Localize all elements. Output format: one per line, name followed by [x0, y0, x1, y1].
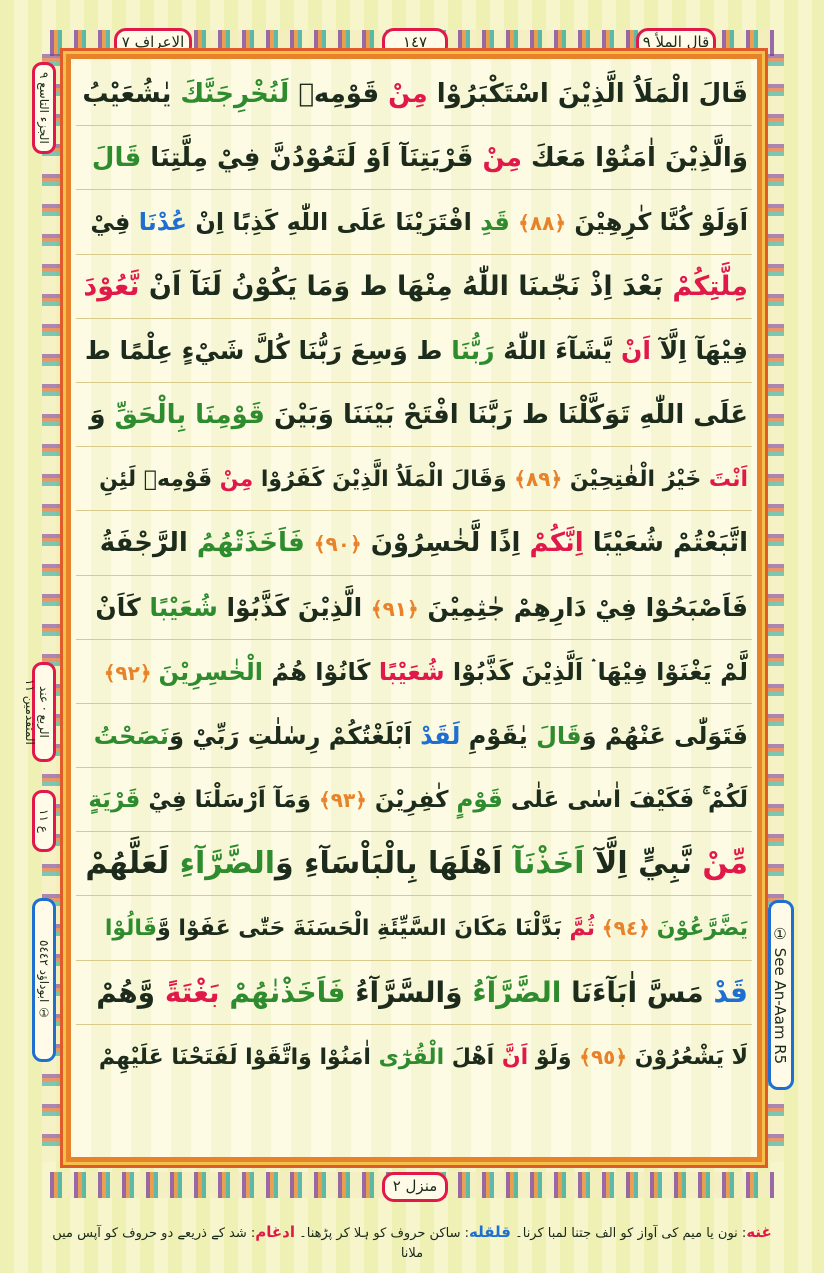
verse-segment: عَلَى اللّٰهِ تَوَكَّلْنَا ط رَبَّنَا افْتَحْ بَيْنَنَا وَبَيْنَ — [264, 399, 748, 430]
ayah-number-marker: ﴿٩٢﴾ — [103, 660, 159, 685]
ghunna-label: غنه — [746, 1223, 772, 1241]
verse-segment: الْخٰسِرِيْنَ — [158, 657, 264, 686]
verse-segment: قَرْيَتِنَآ اَوْ لَتَعُوْدُنَّ فِيْ مِلَّتِنَا — [141, 143, 483, 174]
verse-segment: كَاَنْ — [95, 592, 150, 622]
verse-segment: شُعَيْبًا — [378, 657, 445, 686]
page-number: ١٤٧ — [382, 28, 448, 58]
verse-segment: فَاَصْبَحُوْا فِيْ دَارِهِمْ جٰثِمِيْنَ — [418, 592, 748, 622]
verse-segment: قَالُوْا — [104, 916, 158, 942]
verse-segment: قَوْمِنَا — [195, 399, 265, 430]
text-line-content — [88, 768, 748, 832]
text-line — [76, 640, 752, 704]
verse-segment: الْقُرٰٓى — [378, 1044, 445, 1070]
text-line — [76, 190, 752, 254]
verse-segment: وَالَّذِيْنَ اٰمَنُوْا مَعَكَ — [522, 143, 748, 174]
verse-segment: قَالَ الْمَلَاُ الَّذِيْنَ اسْتَكْبَرُوْا — [427, 79, 748, 109]
verse-segment: مِلَّتِكُمْ — [672, 270, 748, 302]
verse-segment: اَنْتَ — [708, 467, 748, 493]
verse-segment: قَدِ — [480, 208, 519, 237]
verse-segment: فَتَوَلّٰى عَنْهُمْ وَ — [581, 721, 748, 750]
verse-segment: مِنْ — [388, 79, 428, 109]
verse-segment: قَوْمِهٖ لَئِنِ — [99, 467, 220, 493]
verse-segment: فِيْهَآ اِلَّآ — [650, 335, 748, 365]
juz-name-label: قال الملأ ٩ — [636, 28, 716, 58]
text-line-content — [104, 640, 748, 705]
text-line-content — [100, 511, 748, 576]
text-line — [76, 255, 752, 319]
verse-segment: فَاَخَذَتْهُمُ — [196, 528, 314, 559]
text-line — [76, 319, 752, 383]
verse-segment: لَعَلَّهُمْ — [85, 846, 180, 882]
verse-segment: الضَّرَّآءُ — [472, 975, 562, 1009]
text-line — [76, 832, 752, 896]
verse-segment: يٰقَوْمِ — [460, 721, 537, 750]
text-line — [76, 126, 752, 190]
verse-segment: الرَّجْفَةُ — [99, 528, 197, 559]
text-line — [76, 768, 752, 832]
verse-segment: اِنَّكُمْ — [529, 528, 584, 559]
verse-segment: يَّشَآءَ اللّٰهُ — [494, 335, 622, 365]
juz-margin-note: الجزء التاسع ٩ — [32, 62, 56, 154]
verse-segment: مِّنْ — [702, 846, 748, 882]
verse-segment: لَا يَشْعُرُوْنَ — [627, 1044, 748, 1070]
verse-segment: خَيْرُ الْفٰتِحِيْنَ — [562, 467, 709, 493]
verse-segment: وَّهُمْ — [96, 975, 165, 1009]
verse-segment: اَنَّ — [501, 1044, 529, 1070]
verse-segment: اَنْ — [621, 335, 651, 365]
text-line-content — [99, 1025, 748, 1090]
text-line — [76, 383, 752, 447]
quran-text-lines — [76, 62, 752, 1089]
text-line — [76, 447, 752, 511]
text-line-content — [82, 62, 748, 126]
ayah-number-marker: ﴿٩١﴾ — [370, 596, 419, 621]
verse-segment: وَ — [89, 399, 115, 430]
verse-segment: نَّعُوْدَ — [83, 270, 140, 302]
verse-segment: اِذًا لَّخٰسِرُوْنَ — [361, 528, 530, 559]
verse-segment: فِيْ — [90, 208, 139, 237]
verse-segment: وَمَآ اَرْسَلْنَا فِيْ — [140, 787, 320, 814]
text-line-content — [95, 576, 748, 641]
text-line-content — [105, 896, 748, 961]
qalqala-text: : ساکن حروف کو ہلا کر پڑھنا۔ — [299, 1226, 469, 1241]
verse-segment: لَنُخْرِجَنَّكَ — [180, 79, 290, 109]
verse-segment: مِنْ — [219, 467, 254, 493]
rub-margin-note: الربع · عند المتقدمين ١١ — [32, 662, 56, 762]
verse-segment: شُعَيْبًا — [149, 592, 218, 622]
ayah-number-marker: ﴿٩٠﴾ — [313, 532, 362, 557]
text-line-content — [94, 704, 748, 768]
text-line-content — [85, 319, 748, 383]
verse-segment: لَّمْ يَغْنَوْا فِيْهَا ۛ اَلَّذِيْنَ كَذَّبُوْا — [444, 657, 748, 686]
verse-segment: ثُمَّ — [569, 916, 595, 942]
verse-segment: اٰمَنُوْا وَاتَّقَوْا لَفَتَحْنَا عَلَيْهِمْ — [98, 1044, 379, 1070]
verse-segment: نَصَحْتُ — [93, 721, 170, 750]
verse-segment: لَقَدْ — [420, 721, 461, 750]
verse-segment: فَاَخَذْنٰهُمْ — [229, 975, 346, 1009]
verse-segment: بَغْتَةً — [164, 975, 230, 1009]
text-line-content — [90, 190, 748, 255]
verse-segment: وَلَوْ — [528, 1044, 580, 1070]
verse-segment: وَقَالَ الْمَلَاُ الَّذِيْنَ كَفَرُوْا — [253, 467, 515, 493]
verse-segment: قَالَ — [91, 143, 142, 174]
surah-name-label: الاعراف ٧ — [114, 28, 192, 58]
verse-segment: اَوَلَوْ كُنَّا كٰرِهِيْنَ — [566, 208, 748, 237]
ghunna-text: : نون یا میم کی آواز کو الف جتنا لمبا کرنا۔ — [515, 1226, 747, 1241]
ayah-number-marker: ﴿٨٨﴾ — [518, 211, 567, 236]
text-line — [76, 511, 752, 575]
verse-segment: عُدْنَا — [138, 208, 187, 237]
verse-segment: بَعْدَ اِذْ نَجّٰىنَا اللّٰهُ مِنْهَا ط وَمَا يَكُوْنُ لَنَآ اَنْ — [139, 270, 673, 302]
verse-segment: ط وَسِعَ رَبُّنَا كُلَّ شَيْءٍ عِلْمًا ط — [84, 335, 452, 365]
verse-segment: بِالْحَقِّ — [114, 399, 196, 430]
verse-segment: اَهْلَ — [444, 1044, 502, 1070]
verse-segment: نَّبِيٍّ اِلَّآ — [584, 846, 703, 882]
verse-segment: مِنْ — [482, 143, 522, 174]
idgham-text: : شد کے ذریعے دو حروف کو آپس میں ملانا — [52, 1226, 424, 1261]
verse-segment: وَالسَّرَّآءُ — [345, 975, 473, 1009]
verse-segment: قَرْيَةٍ — [88, 787, 141, 814]
verse-segment: قَوْمٍ — [456, 787, 503, 814]
text-line — [76, 576, 752, 640]
text-line — [76, 1025, 752, 1089]
ruku-margin-note: ع ١١ — [32, 790, 56, 852]
qalqala-label: قلقله — [469, 1223, 511, 1241]
text-line — [76, 961, 752, 1025]
ayah-number-marker: ﴿٩٥﴾ — [579, 1044, 628, 1069]
verse-segment: قَدْ — [713, 975, 748, 1009]
idgham-label: ادغام — [255, 1223, 295, 1241]
verse-segment: مَسَّ اٰبَآءَنَا — [561, 975, 714, 1009]
manzil-label: منزل ٢ — [382, 1172, 448, 1202]
verse-segment: كٰفِرِيْنَ — [366, 787, 457, 814]
verse-segment: اتَّبَعْتُمْ شُعَيْبًا — [583, 528, 748, 559]
verse-segment: افْتَرَيْنَا عَلَى اللّٰهِ كَذِبًا اِنْ — [186, 208, 481, 237]
verse-segment: اَخَذْنَآ — [512, 846, 585, 882]
text-line-content — [85, 832, 748, 896]
verse-segment: كَانُوْا هُمُ — [263, 657, 379, 686]
text-line-content — [99, 447, 748, 512]
cross-reference-note: ① See An-Aam R5 — [768, 900, 794, 1090]
text-line-content — [96, 961, 748, 1025]
ayah-number-marker: ﴿٩٤﴾ — [594, 916, 657, 941]
verse-segment: رَبُّنَا — [451, 335, 495, 365]
verse-segment: قَوْمِهٖ — [289, 79, 389, 109]
text-line-content — [83, 255, 748, 319]
verse-segment: يٰشُعَيْبُ — [82, 79, 181, 109]
reference-margin-note: ① ابوداؤد ٥٤٤٢ — [32, 898, 56, 1062]
verse-segment: اَبْلَغْتُكُمْ رِسٰلٰتِ رَبِّيْ وَ — [169, 721, 421, 750]
verse-segment: اَهْلَهَا بِالْبَاْسَآءِ وَ — [275, 846, 513, 882]
verse-segment: يَضَّرَّعُوْنَ — [656, 916, 748, 942]
ayah-number-marker: ﴿٨٩﴾ — [514, 467, 563, 492]
verse-segment: قَالَ — [536, 721, 582, 750]
tajweed-legend — [40, 1222, 784, 1264]
text-line-content — [89, 383, 748, 447]
verse-segment: بَدَّلْنَا مَكَانَ السَّيِّئَةِ الْحَسَنَةَ حَتّٰى عَفَوْا وَّ — [157, 916, 570, 942]
text-line — [76, 62, 752, 126]
text-line — [76, 896, 752, 960]
verse-segment: لَكُمْ ۚ فَكَيْفَ اٰسٰى عَلٰى — [502, 787, 748, 814]
verse-segment: الضَّرَّآءِ — [179, 846, 276, 882]
text-line-content — [92, 126, 748, 190]
ayah-number-marker: ﴿٩٣﴾ — [319, 788, 367, 813]
text-line — [76, 704, 752, 768]
verse-segment: الَّذِيْنَ كَذَّبُوْا — [217, 592, 371, 622]
